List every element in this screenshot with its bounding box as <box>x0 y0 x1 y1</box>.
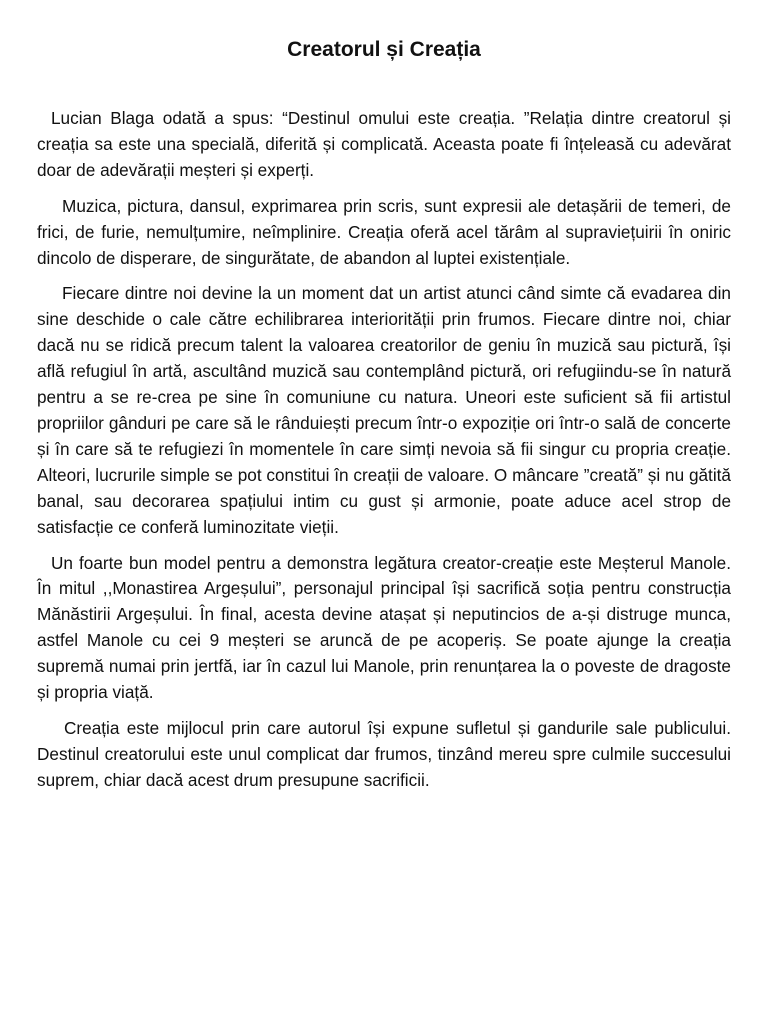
document-body <box>37 106 731 804</box>
paragraph-3: Fiecare dintre noi devine la un moment dat un artist atunci când simte că evadarea din sine deschide o cale către echilibrarea interiorității prin frumos. Fiecare dintre noi, chiar dacă nu se ridică precum talent la valoarea creatorilor de geniu în muzică sau pictură, își află refugiul în artă, ascultând muzică sau contemplând pictură, ori refugiindu-se în natură pentru a se re-crea pe sine în comuniune cu natura. Uneori este suficient să fii artistul propriilor gânduri pe care să le rânduiești precum într-o expoziție ori într-o sală de concerte și în care să te refugiezi în momentele în care simți nevoia să fii singur cu propria creație. Alteori, lucrurile simple se pot constitui în creații de valoare. O mâncare ”creată” și nu gătită banal, sau decorarea spațiului intim cu gust și armonie, poate aduce acel strop de satisfacție ce conferă luminozitate vieții. <box>37 283 731 537</box>
paragraph-1: Lucian Blaga odată a spus: “Destinul omului este creația. ”Relația dintre creatorul și creația sa este una specială, diferită și complicată. Aceasta poate fi înțeleasă cu adevărat doar de adevărații meșteri și experți. <box>37 108 731 180</box>
paragraph-4: Un foarte bun model pentru a demonstra legătura creator-creație este Meșterul Manole. În mitul ,,Monastirea Argeșului”, personajul principal își sacrifică soția pentru construcția Mănăstirii Argeșului. În final, acesta devine atașat și neputincios de a-și distruge munca, astfel Manole cu cei 9 meșteri se aruncă de pe acoperiș. Se poate ajunge la creația supremă numai prin jertfă, iar în cazul lui Manole, prin renunțarea la o poveste de dragoste și propria viață. <box>37 552 731 703</box>
document-title: Creatorul și Creația <box>287 38 481 61</box>
paragraph-5: Creația este mijlocul prin care autorul își expune sufletul și gandurile sale publicului. Destinul creatorului este unul complicat dar frumos, tinzând mereu spre culmile succesului suprem, chiar dacă acest drum presupune sacrificii. <box>37 717 731 790</box>
paragraph-2: Muzica, pictura, dansul, exprimarea prin scris, sunt expresii ale detașării de temeri, de frici, de furie, nemulțumire, neîmplinire. Creația oferă acel tărâm al supraviețuirii în oniric dincolo de disperare, de singurătate, de abandon al luptei existențiale. <box>37 195 731 268</box>
